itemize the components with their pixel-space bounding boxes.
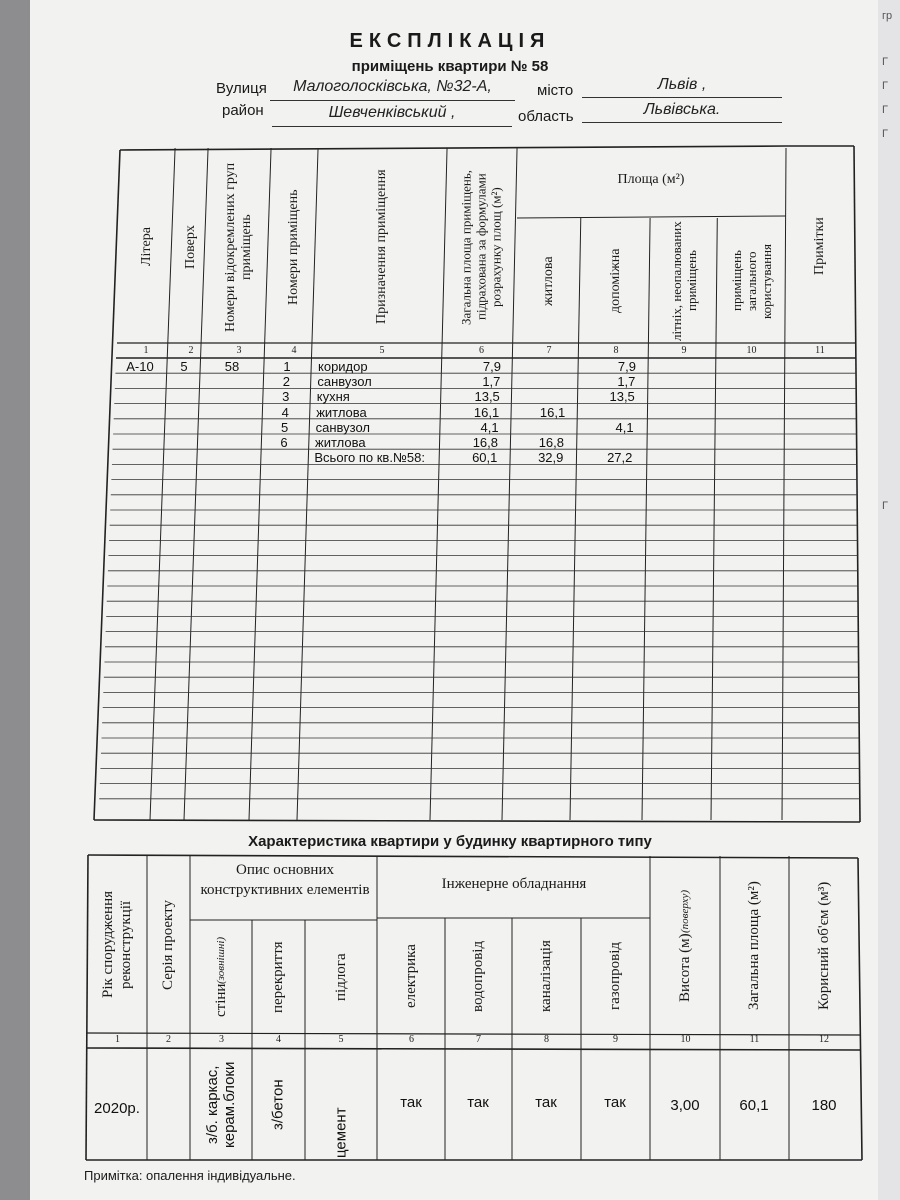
- walls-label: стіни: [213, 983, 229, 1018]
- char-column-number: 6: [409, 1034, 414, 1045]
- char-floor: цемент: [332, 1107, 350, 1158]
- char-header-electric: електрика: [403, 944, 419, 1008]
- cell-group: 58: [224, 359, 240, 374]
- char-column-number: 1: [115, 1034, 120, 1045]
- char-electric: так: [400, 1094, 422, 1111]
- char-header-height: [651, 860, 719, 1032]
- cell-living: 32,9: [538, 450, 564, 466]
- cell-total: 4,1: [480, 419, 499, 435]
- cell-num: 5: [280, 419, 289, 435]
- char-header-series: Серія проекту: [160, 900, 176, 990]
- char-area: 60,1: [739, 1097, 769, 1114]
- cell-num: 6: [280, 435, 288, 450]
- walls-note: (зовнішні): [215, 936, 227, 984]
- cell-purpose: коридор: [318, 359, 368, 374]
- document-subtitle: приміщень квартири № 58: [351, 58, 549, 75]
- city-value: Львів ,: [657, 76, 707, 93]
- char-header-ceilings: перекриття: [270, 941, 286, 1013]
- column-number: 10: [746, 345, 757, 356]
- footer-note: Примітка: опалення індивідуальне.: [84, 1168, 296, 1183]
- cell-num: 2: [282, 374, 290, 390]
- cell-num: 4: [281, 404, 289, 420]
- char-header-water: водопровід: [470, 940, 486, 1012]
- cell-purpose: санвузол: [315, 419, 370, 435]
- header-area-group: Площа (м²): [617, 172, 685, 187]
- cell-num: 1: [283, 359, 291, 374]
- document-title: ЕКСПЛІКАЦІЯ: [349, 30, 551, 52]
- char-column-number: 8: [544, 1034, 549, 1045]
- column-number: 1: [143, 345, 149, 356]
- cell-purpose: житлова: [316, 404, 367, 420]
- characteristics-title: Характеристика квартири у будинку квартирного типу: [248, 833, 652, 850]
- column-number: 4: [291, 345, 297, 356]
- char-column-number: 3: [219, 1034, 224, 1045]
- district-label: район: [222, 102, 264, 119]
- margin-text: Г: [882, 80, 888, 92]
- cell-purpose: житлова: [315, 435, 366, 450]
- header-total-area: Загальна площа приміщень, підрахована за формулами розрахунку площ (м²): [458, 169, 504, 325]
- cell-aux: 1,7: [617, 374, 636, 390]
- column-number: 8: [613, 345, 619, 356]
- char-column-number: 2: [166, 1034, 171, 1045]
- header-common: приміщень загального користування: [729, 243, 774, 319]
- char-column-number: 11: [749, 1034, 760, 1045]
- cell-purpose: Всього по кв.№58:: [314, 450, 425, 466]
- margin-text: Г: [882, 128, 888, 140]
- city-label: місто: [537, 82, 574, 99]
- header-summer: літніх, неопалюваних приміщень: [669, 221, 699, 341]
- column-number: 5: [379, 345, 385, 356]
- column-number: 11: [815, 345, 825, 356]
- region-value: Львівська.: [643, 101, 721, 118]
- height-label: Висота (м): [677, 933, 693, 1002]
- height-note: (поверху): [679, 890, 691, 934]
- header-purpose: Призначення приміщення: [374, 169, 389, 325]
- district-value: Шевченківський ,: [328, 104, 456, 121]
- char-height: 3,00: [670, 1097, 700, 1114]
- margin-text: гр: [882, 10, 893, 22]
- char-column-number: 10: [680, 1034, 691, 1045]
- char-header-year: Рік спорудження реконструкції: [100, 891, 134, 999]
- char-header-floor: підлога: [333, 953, 349, 1001]
- column-number: 6: [479, 345, 484, 356]
- char-year: 2020р.: [94, 1100, 140, 1117]
- char-walls: з/б. каркас, керам.блоки: [204, 1061, 238, 1149]
- cell-aux: 4,1: [615, 419, 634, 435]
- cell-aux: 27,2: [607, 450, 633, 466]
- margin-text: Г: [882, 56, 888, 68]
- char-header-gas: газопровід: [607, 941, 623, 1011]
- char-water: так: [467, 1094, 489, 1111]
- char-header-engineering: Інженерне обладнання: [441, 876, 587, 892]
- column-number: 2: [188, 345, 194, 356]
- cell-purpose: санвузол: [317, 374, 372, 390]
- char-column-number: 4: [276, 1034, 281, 1045]
- column-number: 7: [546, 345, 552, 356]
- char-column-number: 5: [338, 1034, 344, 1045]
- margin-text: Г: [882, 500, 888, 512]
- char-volume: 180: [811, 1097, 837, 1114]
- header-litera: Літера: [139, 227, 154, 267]
- cell-num: 3: [282, 389, 290, 405]
- char-column-number: 12: [819, 1034, 829, 1045]
- cell-total: 13,5: [474, 389, 500, 405]
- char-column-number: 7: [476, 1034, 481, 1045]
- cell-purpose: кухня: [316, 389, 350, 405]
- cell-floor: 5: [180, 359, 188, 374]
- header-groups: Номери відокремлених груп приміщень: [223, 162, 254, 332]
- margin-text: Г: [882, 104, 888, 116]
- street-value: Малоголосківська, №32-А,: [293, 78, 492, 95]
- char-gas: так: [604, 1094, 626, 1111]
- street-label: Вулиця: [216, 80, 267, 97]
- cell-total: 16,1: [473, 404, 500, 420]
- cell-litera: А-10: [126, 359, 154, 374]
- char-header-volume: Корисний об'єм (м³): [816, 881, 832, 1011]
- char-header-sewer: каналізація: [538, 940, 554, 1012]
- header-auxiliary: допоміжна: [608, 248, 623, 314]
- cell-aux: 13,5: [609, 389, 635, 405]
- column-number: 3: [236, 345, 242, 356]
- cell-total: 7,9: [482, 359, 501, 374]
- header-living: житлова: [541, 256, 556, 306]
- cell-aux: 7,9: [617, 359, 636, 374]
- char-sewer: так: [535, 1094, 557, 1111]
- column-number: 9: [681, 345, 687, 356]
- header-room-numbers: Номери приміщень: [286, 189, 301, 305]
- cell-total: 16,8: [472, 435, 498, 450]
- cell-living: 16,1: [539, 404, 566, 420]
- cell-total: 1,7: [482, 374, 501, 390]
- cell-living: 16,8: [538, 435, 564, 450]
- char-column-number: 9: [613, 1034, 618, 1045]
- char-header-walls: [191, 922, 251, 1032]
- header-floor: Поверх: [183, 225, 198, 269]
- region-label: область: [518, 108, 574, 125]
- char-header-total-area: Загальна площа (м²): [746, 881, 762, 1011]
- header-notes: Примітки: [812, 217, 827, 275]
- cell-total: 60,1: [472, 450, 498, 466]
- char-ceilings: з/бетон: [269, 1079, 287, 1131]
- char-header-structural: Опис основних конструктивних елементів: [200, 862, 370, 898]
